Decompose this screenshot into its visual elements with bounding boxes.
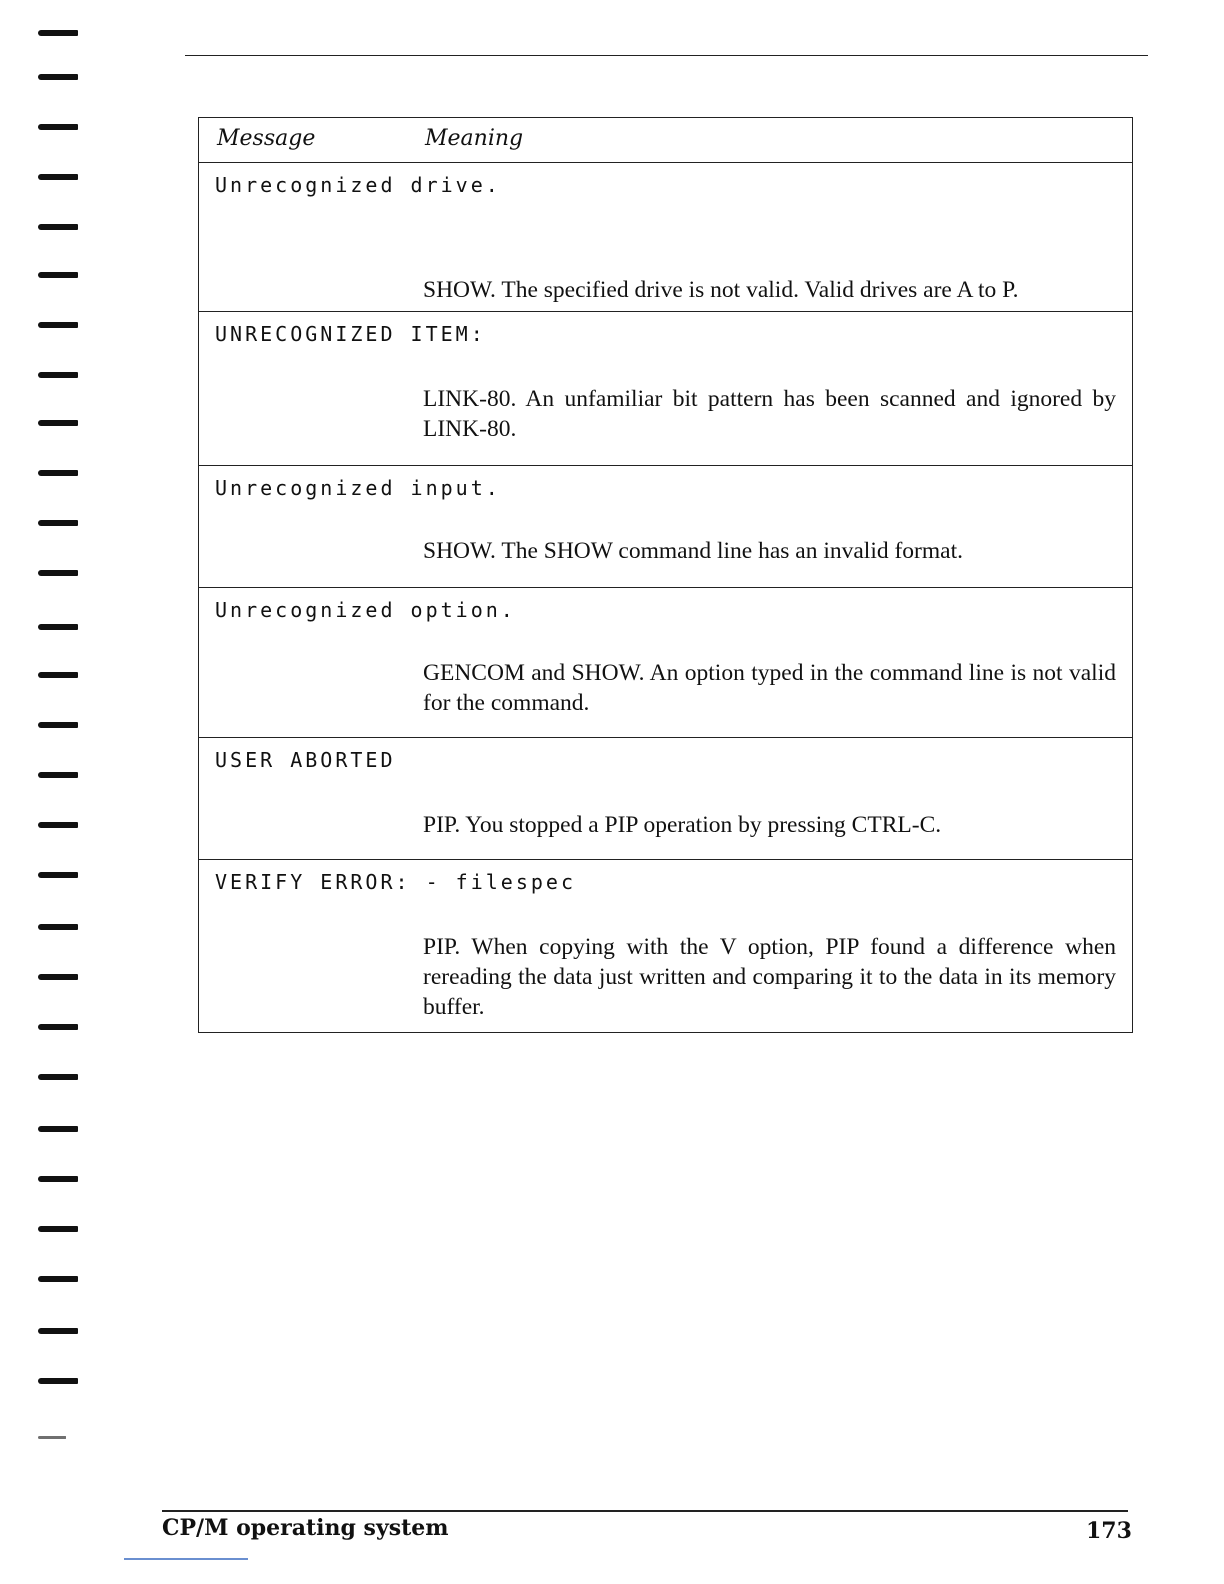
message-text: VERIFY ERROR: - filespec <box>215 870 576 894</box>
meaning-text: PIP. When copying with the V option, PIP found a difference when rereading the data just written and comparing it to the data in its memory buffer. <box>423 934 1116 1020</box>
table-row <box>199 588 1132 738</box>
meaning-text: SHOW. The SHOW command line has an invalid format. <box>423 538 963 564</box>
message-text: Unrecognized option. <box>215 598 516 622</box>
message-column-header: Message <box>217 126 316 151</box>
scan-underline <box>124 1558 248 1560</box>
binding-mark <box>38 420 78 426</box>
binding-mark <box>38 322 78 328</box>
binding-mark <box>38 1126 78 1132</box>
binding-mark <box>38 672 78 678</box>
binding-mark <box>38 224 78 230</box>
meaning-text: GENCOM and SHOW. An option typed in the command line is not valid for the command. <box>423 660 1116 716</box>
binding-mark <box>38 1328 78 1334</box>
table-row <box>199 163 1132 312</box>
message-table <box>198 117 1133 1033</box>
binding-mark <box>38 1074 78 1080</box>
table-row <box>199 466 1132 588</box>
binding-mark <box>38 822 78 828</box>
table-row <box>199 738 1132 860</box>
message-text: UNRECOGNIZED ITEM: <box>215 322 486 346</box>
binding-mark <box>38 174 78 180</box>
binding-mark <box>38 924 78 930</box>
binding-mark <box>38 272 78 278</box>
table-row <box>199 860 1132 1032</box>
binding-mark <box>38 30 78 36</box>
page-number: 173 <box>1086 1518 1132 1544</box>
message-text: Unrecognized drive. <box>215 173 501 197</box>
binding-mark <box>38 722 78 728</box>
binding-mark <box>38 74 78 80</box>
binding-mark <box>38 520 78 526</box>
binding-mark <box>38 772 78 778</box>
binding-mark <box>38 974 78 980</box>
top-rule <box>185 55 1148 56</box>
binding-mark <box>38 872 78 878</box>
meaning-text: PIP. You stopped a PIP operation by pressing CTRL-C. <box>423 812 942 838</box>
binding-mark <box>38 470 78 476</box>
footer-title: CP/M operating system <box>162 1515 449 1541</box>
binding-mark <box>38 570 78 576</box>
binding-mark <box>38 1378 78 1384</box>
table-header <box>199 118 1132 163</box>
meaning-text: LINK-80. An unfamiliar bit pattern has been scanned and ignored by LINK-80. <box>423 386 1116 442</box>
binding-mark <box>38 124 78 130</box>
binding-mark <box>38 1176 78 1182</box>
binding-mark <box>38 372 78 378</box>
binding-mark <box>38 1226 78 1232</box>
binding-mark <box>38 1276 78 1282</box>
message-text: USER ABORTED <box>215 748 396 772</box>
binding-mark <box>38 1024 78 1030</box>
binding-mark <box>38 1436 66 1439</box>
table-row <box>199 312 1132 466</box>
footer-rule <box>162 1510 1128 1512</box>
meaning-text: SHOW. The specified drive is not valid. Valid drives are A to P. <box>423 277 1019 303</box>
message-text: Unrecognized input. <box>215 476 501 500</box>
meaning-column-header: Meaning <box>425 126 524 151</box>
binding-mark <box>38 624 78 630</box>
